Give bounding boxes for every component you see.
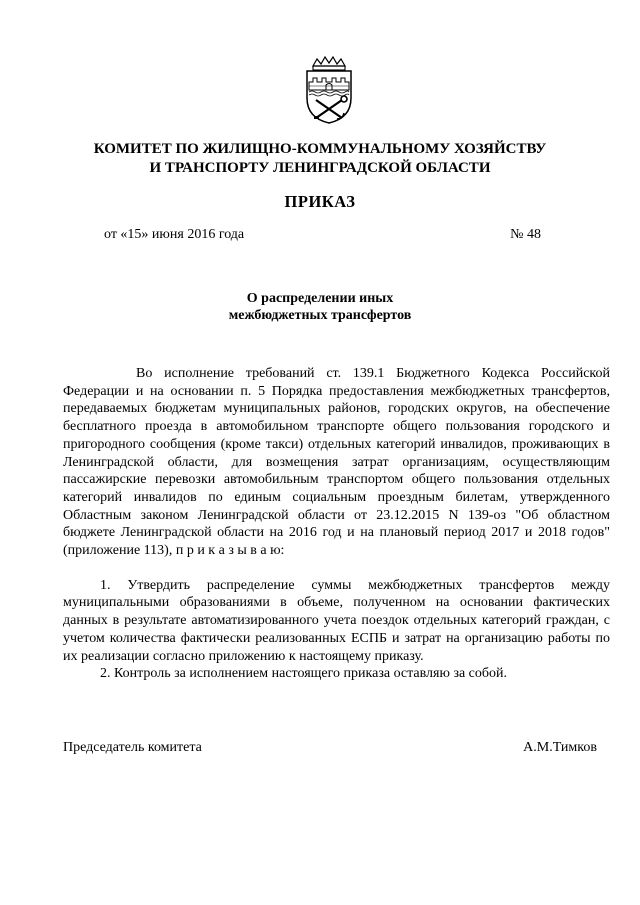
signature-block: [63, 740, 597, 756]
document-type-title: ПРИКАЗ: [284, 192, 356, 211]
signatory-name: А.М.Тимков: [523, 740, 597, 755]
subject-line-2: межбюджетных трансфертов: [228, 308, 412, 323]
preamble-paragraph: Во исполнение требований ст. 139.1 Бюджетного Кодекса Российской Федерации и на основании п. 5 Порядка предоставления межбюджетных трансфертов, передаваемых бюджетам муниципальных районов, городских округов, на обеспечение бесплатного проезда в автомобильном транспорте общего пользования городского и пригородного сообщения (кроме такси) отдельных категорий инвалидов, проживающих в Ленинградской области, для возмещения затрат организациям, осуществляющим пассажирские перевозки автомобильным транспортом общего пользования отдельных категорий инвалидов по единым социальным проездным билетам, утвержденного Областным законом Ленинградской области от 23.12.2015 N 139-оз "Об областном бюджете Ленинградской области на 2016 год и на плановый период 2017 и 2018 годов" (приложение 113), п р и к а з ы в а ю:: [63, 366, 610, 559]
paragraph-spacer: [63, 560, 610, 577]
coat-of-arms-icon: [299, 56, 359, 124]
order-item-2: 2. Контроль за исполнением настоящего приказа оставляю за собой.: [100, 666, 508, 682]
committee-name-line-2: И ТРАНСПОРТУ ЛЕНИНГРАДСКОЙ ОБЛАСТИ: [149, 160, 491, 176]
date-number-line: [104, 227, 541, 243]
order-date: от «15» июня 2016 года: [104, 227, 245, 242]
signatory-position: Председатель комитета: [63, 740, 202, 755]
order-number: № 48: [510, 227, 541, 242]
order-subject: [60, 290, 580, 324]
order-item-1: 1. Утвердить распределение суммы межбюджетных трансфертов между муниципальными образованиями в объеме, полученном на основании фактических данных в результате автоматизированного учета поездок отдельных категорий граждан, с учетом количества фактически реализованных ЕСПБ и затрат на организацию работы по их реализации согласно приложению к настоящему приказу.: [63, 577, 610, 664]
committee-name-line-1: КОМИТЕТ ПО ЖИЛИЩНО-КОММУНАЛЬНОМУ ХОЗЯЙСТВУ: [93, 141, 547, 157]
subject-line-1: О распределении иных: [246, 291, 394, 306]
committee-header: [60, 140, 580, 178]
order-body: [63, 365, 610, 683]
